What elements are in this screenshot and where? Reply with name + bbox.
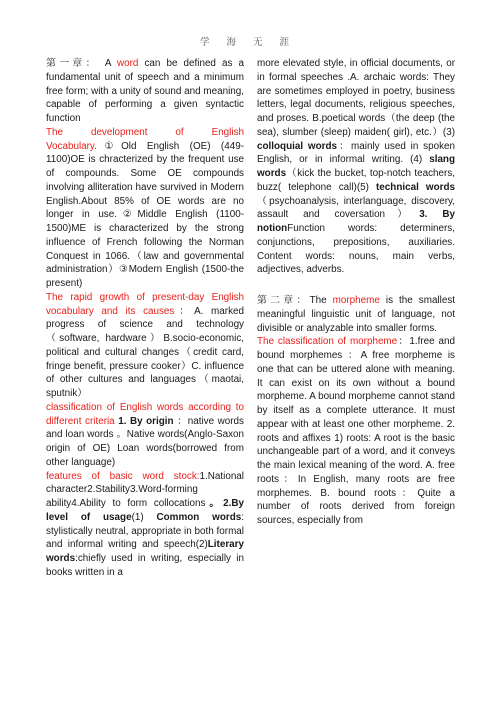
heading-features: features of basic word stock: — [46, 470, 200, 482]
vocab-growth: The rapid growth of present-day English vocabulary and its causes：A. marked progress of science and technology（software, hardware）B.socio-economic, political and cultural changes（credit card, fringe benefit, pressure cooker）C. influence of other cultures and languages（maotai, sputnik） — [46, 291, 244, 399]
morpheme-classification: The classification of morpheme：1.free and bound morphemes ：A free morpheme is one that can be uttered alone with meaning. It can exist on its own without a bound morpheme. A bound morpheme cannot stand by itself as a complete utterance. It must appear with at least one other morpheme. 2. roots and affixes 1) roots: A root is the basic unchangeable part of a word, and it conveys the main lexical meaning of the word. A. free roots：In English, many roots are free morphemes. B. bound roots：Quite a number of roots derived from foreign sources, especially from — [257, 336, 455, 526]
basic-word-stock: features of basic word stock:1.National character2.Stability3.Word-forming ability4.Ability to form collocations。2.By level of usage(1) Common words: stylistically neutral, appropriate in both formal and informal writing and speech(2)Literary words:chiefly used in writing, especially in books written in a — [46, 470, 245, 578]
morpheme-definition: 第二章：The morpheme is the smallest meaningful linguistic unit of language, not divisible or analyzable into smaller forms. — [257, 295, 455, 334]
word-classification: classification of English words according to different criteria 1. By origin ：native words and loan words 。Native words(Anglo-Saxon origin of OE) Loan words(borrowed from other language) — [46, 401, 244, 468]
vocab-development: The development of English Vocabulary.①Old English (OE) (449-1100)OE is chracterized by the frequent use of compounds. Some OE compounds involving alliteration have survived in Modern English.About 85% of OE words are no longer in use.②Middle English (1100-1500)ME is characterized by the strong influence of French following the Norman Conquest in 1066.（law and governmental administration）③Modern English (1500-the present) — [46, 126, 244, 289]
term-morpheme: morpheme — [332, 295, 380, 306]
term-word: word — [117, 58, 139, 69]
chapter1-label: 第一章： A — [46, 58, 117, 69]
left-column — [46, 57, 244, 580]
heading-classification: classification of English words according to different criteria — [46, 401, 244, 427]
paragraph-gap — [257, 277, 455, 294]
heading-development: The development of English Vocabulary. — [46, 126, 244, 152]
page-header: 学 海 无 涯 — [199, 37, 297, 48]
heading-growth: The rapid growth of present-day English vocabulary and its causes — [46, 291, 244, 317]
chapter2-label: 第二章：The — [257, 295, 333, 306]
right-column — [257, 57, 455, 528]
heading-morpheme-classification: The classification of morpheme — [257, 336, 398, 348]
word-definition: 第一章： A word can be defined as a fundamental unit of speech and a minimum free form; with a unity of sound and meaning, capable of performing a given syntactic function — [46, 58, 244, 124]
word-levels-continued: more elevated style, in official documents, or in formal speeches .A. archaic words: They are sometimes employed in poetry, business letters, legal documents, religious speeches, and proses. B.poetical words（the deep (the sea), slumber (sleep) maiden( girl), etc.）(3) colloquial words：mainly used in spoken English, or in informal writing. (4) slang words（kick the bucket, top-notch teachers, buzz( telephone call)(5) technical words（psychoanalysis, interlanguage, discovery, assault and coversation）3. By notionFunction words: determiners, conjunctions, prepositions, auxiliaries. Content words: nouns, main verbs, adjectives, adverbs. — [257, 58, 456, 276]
